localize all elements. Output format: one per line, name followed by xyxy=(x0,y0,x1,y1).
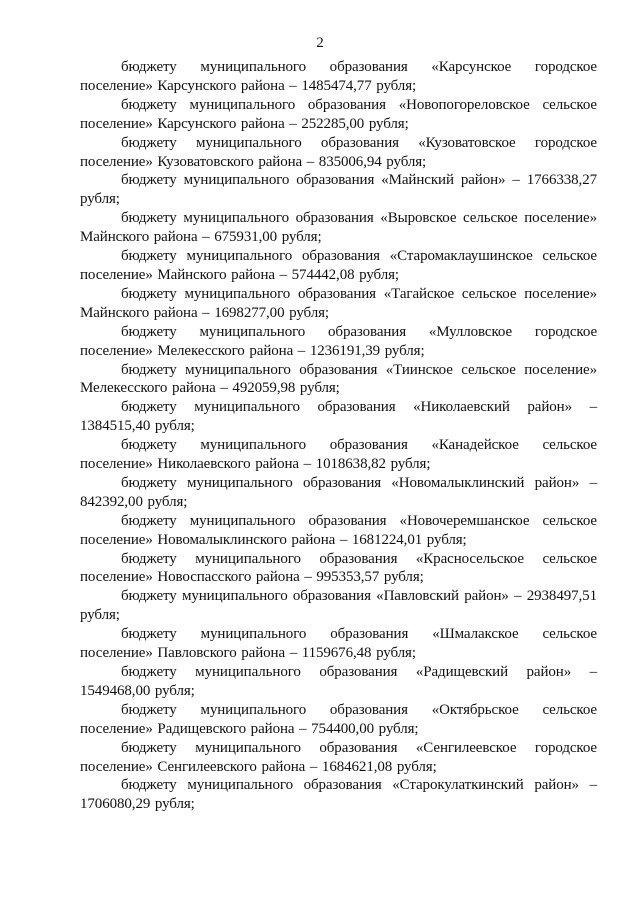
budget-allocation-item: бюджету муниципального образования «Радищевский район» – 1549468,00 рубля; xyxy=(80,664,597,699)
budget-allocation-item: бюджету муниципального образования «Тагайское сельское поселение» Майнского района – 1698277,00 рубля; xyxy=(80,285,597,321)
budget-allocation-item: бюджету муниципального образования «Сенгилеевское городское поселение» Сенгилеевского района – 1684621,08 рубля; xyxy=(80,739,597,775)
budget-allocation-item: бюджету муниципального образования «Николаевский район» – 1384515,40 рубля; xyxy=(80,399,597,435)
budget-allocation-item: бюджету муниципального образования «Павловский район» – 2938497,51 рубля; xyxy=(80,588,597,624)
document-body xyxy=(80,58,597,814)
budget-allocation-item: бюджету муниципального образования «Новочеремшанское сельское поселение» Новомалыклинского района – 1681224,01 рубля; xyxy=(80,512,597,548)
budget-allocation-item: бюджету муниципального образования «Выровское сельское поселение» Майнского района – 675931,00 рубля; xyxy=(80,210,597,246)
budget-allocation-item: бюджету муниципального образования «Новопогореловское сельское поселение» Карсунского района – 252285,00 рубля; xyxy=(80,96,597,132)
budget-allocation-item: бюджету муниципального образования «Карсунское городское поселение» Карсунского района – 1485474,77 рубля; xyxy=(80,59,597,94)
budget-allocation-item: бюджету муниципального образования «Мулловское городское поселение» Мелекесского района – 1236191,39 рубля; xyxy=(80,323,597,359)
budget-allocation-item: бюджету муниципального образования «Канадейское сельское поселение» Николаевского района – 1018638,82 рубля; xyxy=(80,437,597,473)
budget-allocation-item: бюджету муниципального образования «Тиинское сельское поселение» Мелекесского района – 492059,98 рубля; xyxy=(80,361,597,397)
budget-allocation-item: бюджету муниципального образования «Кузоватовское городское поселение» Кузоватовского района – 835006,94 рубля; xyxy=(80,134,597,170)
budget-allocation-item: бюджету муниципального образования «Старомаклаушинское сельское поселение» Майнского района – 574442,08 рубля; xyxy=(80,248,597,283)
budget-allocation-item: бюджету муниципального образования «Старокулаткинский район» – 1706080,29 рубля; xyxy=(80,777,597,813)
budget-allocation-item: бюджету муниципального образования «Октябрьское сельское поселение» Радищевского района – 754400,00 рубля; xyxy=(80,701,597,737)
budget-allocation-item: бюджету муниципального образования «Майнский район» – 1766338,27 рубля; xyxy=(80,172,597,208)
budget-allocation-item: бюджету муниципального образования «Шмалакское сельское поселение» Павловского района – 1159676,48 рубля; xyxy=(80,626,597,662)
page-number: 2 xyxy=(316,35,324,51)
budget-allocation-item: бюджету муниципального образования «Красносельское сельское поселение» Новоспасского района – 995353,57 рубля; xyxy=(80,550,597,586)
budget-allocation-item: бюджету муниципального образования «Новомалыклинский район» – 842392,00 рубля; xyxy=(80,474,597,510)
